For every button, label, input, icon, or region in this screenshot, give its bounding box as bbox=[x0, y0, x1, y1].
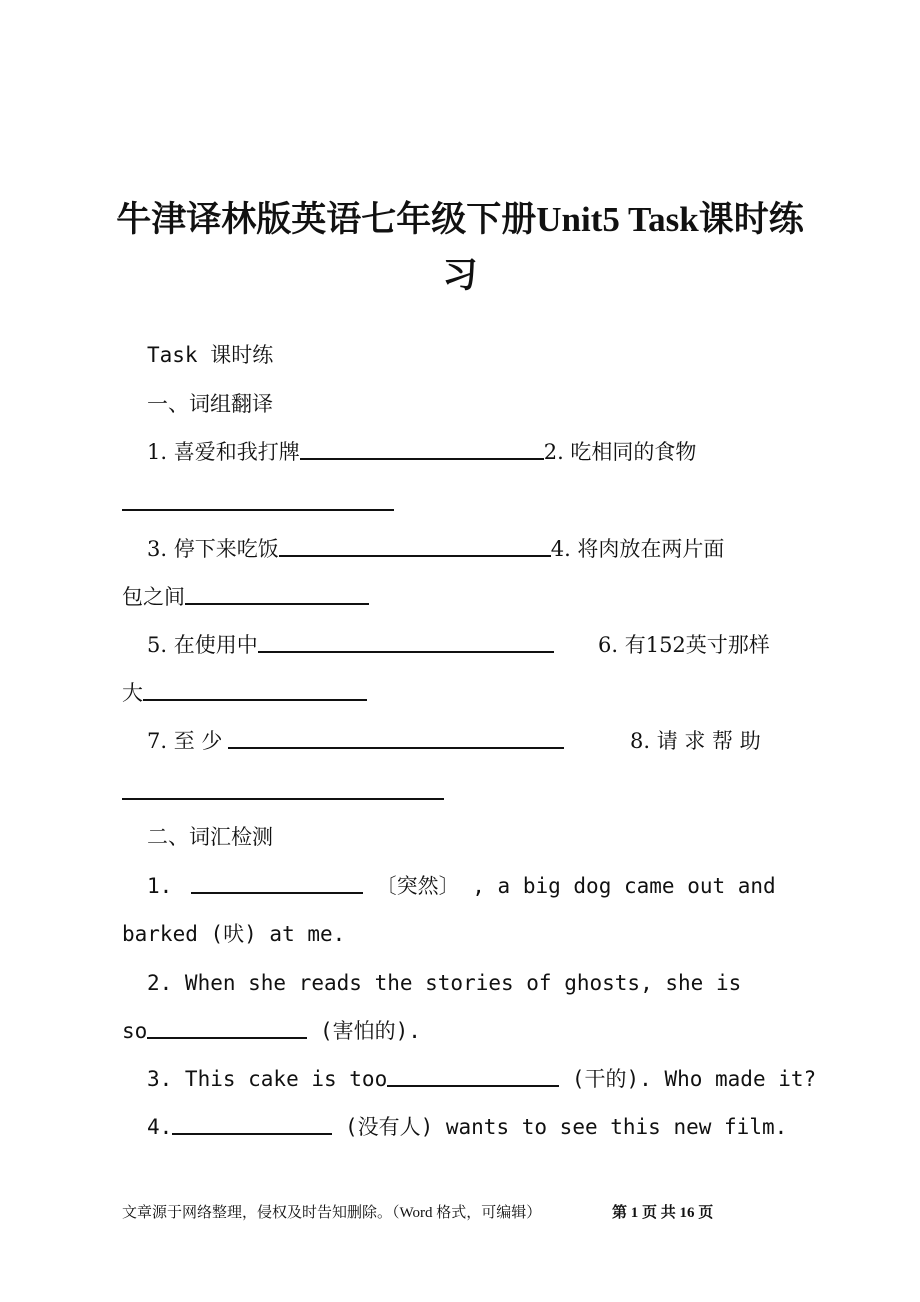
vocab-q3-pre: 3. This cake is too bbox=[147, 1067, 388, 1091]
phrase-item-2-text: 2. 吃相同的食物 bbox=[543, 440, 697, 464]
answer-blank[interactable] bbox=[185, 603, 369, 605]
phrase-item-8 bbox=[630, 726, 761, 756]
section2-heading: 二、词汇检测 bbox=[147, 825, 273, 849]
vocab-q4-post: (没有人) wants to see this new film. bbox=[344, 1115, 788, 1139]
answer-blank[interactable] bbox=[191, 892, 363, 894]
answer-blank[interactable] bbox=[228, 747, 564, 749]
answer-blank[interactable] bbox=[147, 1037, 307, 1039]
footer-source-note: 文章源于网络整理，侵权及时告知删除。（Word 格式，可编辑） bbox=[122, 1205, 542, 1221]
phrase-item-1-text: 1. 喜爱和我打牌 bbox=[147, 440, 300, 464]
document-title-line2: 习 bbox=[442, 256, 478, 295]
vocab-question-3 bbox=[147, 1064, 816, 1094]
section1-heading: 一、词组翻译 bbox=[147, 392, 273, 416]
phrase-item-1 bbox=[147, 437, 696, 467]
phrase-item-7-text: 7. 至 少 bbox=[147, 729, 223, 753]
vocab-q1-hint: 〔突然〕 bbox=[375, 874, 460, 898]
answer-blank[interactable] bbox=[258, 651, 554, 653]
answer-blank[interactable] bbox=[122, 798, 444, 800]
answer-blank[interactable] bbox=[387, 1085, 559, 1087]
phrase-item-6 bbox=[598, 630, 770, 660]
phrase-item-8-text: 8. 请 求 帮 助 bbox=[630, 729, 761, 753]
phrase-item-4-text: 4. 将肉放在两片面 bbox=[550, 537, 725, 561]
vocab-question-4 bbox=[147, 1112, 787, 1142]
answer-blank[interactable] bbox=[122, 509, 394, 511]
phrase-item-3-text: 3. 停下来吃饭 bbox=[147, 537, 279, 561]
vocab-question-2-cont bbox=[122, 1016, 421, 1046]
vocab-q3-post: (干的). Who made it? bbox=[571, 1067, 817, 1091]
vocab-q2-hint: (害怕的). bbox=[319, 1019, 421, 1043]
vocab-question-1-cont: barked (吠) at me. bbox=[122, 922, 346, 946]
vocab-q1-text: , a big dog came out and bbox=[472, 874, 776, 898]
phrase-item-6-text: 6. 有152英寸那样 bbox=[598, 633, 770, 657]
vocab-question-2: 2. When she reads the stories of ghosts, she is bbox=[147, 971, 742, 995]
phrase-item-4-cont-text: 包之间 bbox=[122, 585, 185, 609]
vocab-q1-number: 1. bbox=[147, 874, 173, 898]
answer-blank-row bbox=[122, 777, 444, 807]
phrase-item-5-text: 5. 在使用中 bbox=[147, 633, 258, 657]
answer-blank[interactable] bbox=[279, 555, 551, 557]
phrase-item-4-cont bbox=[122, 582, 369, 612]
answer-blank[interactable] bbox=[172, 1133, 332, 1135]
lesson-heading: Task 课时练 bbox=[147, 343, 274, 367]
phrase-item-6-cont bbox=[122, 678, 367, 708]
document-title-line1: 牛津译林版英语七年级下册Unit5 Task课时练 bbox=[116, 200, 804, 239]
vocab-question-1 bbox=[147, 871, 776, 901]
footer-page-number: 第 1 页 共 16 页 bbox=[612, 1205, 714, 1221]
answer-blank-row bbox=[122, 488, 394, 518]
answer-blank[interactable] bbox=[143, 699, 367, 701]
answer-blank[interactable] bbox=[300, 458, 544, 460]
phrase-item-5 bbox=[147, 630, 554, 660]
phrase-item-6-cont-text: 大 bbox=[122, 681, 143, 705]
phrase-item-3 bbox=[147, 534, 724, 564]
vocab-q4-pre: 4. bbox=[147, 1115, 173, 1139]
phrase-item-7 bbox=[147, 726, 564, 756]
vocab-q2-pre: so bbox=[122, 1019, 148, 1043]
